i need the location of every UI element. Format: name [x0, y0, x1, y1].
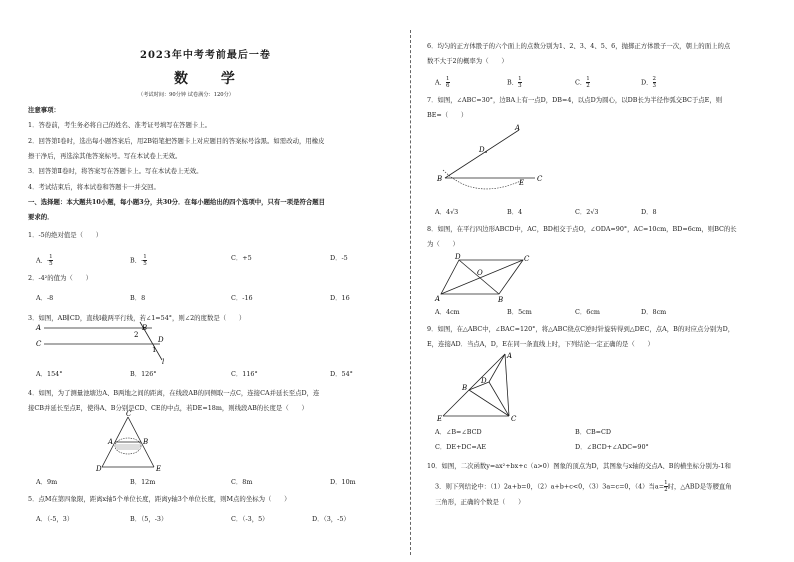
- q5-option-b: B．（5，-3）: [130, 515, 168, 523]
- exam-info: （考试时间：90分钟 试卷满分：120分）: [138, 92, 234, 98]
- q3-option-a: A．154°: [36, 370, 63, 378]
- q3-option-b: B．126°: [130, 370, 157, 378]
- q9-figure: [435, 350, 545, 422]
- section1-line1: 一、选择题：本大题共10小题，每小题3分，共30分．在每小题给出的四个选项中，只有一项是符合题目: [28, 198, 326, 206]
- q7-label-c: C: [537, 175, 543, 183]
- q4-option-c: C．8m: [231, 478, 253, 486]
- q7-figure: [435, 122, 547, 192]
- q2-option-b: B．8: [130, 294, 146, 302]
- section1-line2: 要求的．: [28, 213, 54, 221]
- q4-label-b: B: [143, 438, 149, 446]
- exam-title: 2023年中考考前最后一卷: [140, 50, 271, 61]
- note-2: 2．回答第Ⅰ卷时，选出每小题答案后，用2B铅笔把答题卡上对应题目的答案标号涂黑。如需改动，用橡皮: [28, 137, 325, 145]
- q8-label-d: D: [455, 253, 461, 261]
- q3-label-a: A: [36, 324, 42, 332]
- q8-option-a: A．4cm: [435, 308, 460, 316]
- q10-stem-line2: 3．则下列结论中：（1）2a+b=0，（2）a+b+c<0，（3）3a=c=0，（4）当a= $\frac{1}{2}$ 时，△ABD是等腰直角: [435, 480, 732, 493]
- q3-stem: 3．如图，AB∥CD，直线l截两平行线，若∠1=54°，则∠2的度数是（ ）: [28, 314, 246, 322]
- q4-stem-line1: 4．如图，为了测量池塘边A、B两地之间的距离，在线段AB的同侧取一点C，连接CA并延长至点D，连: [28, 389, 320, 397]
- q1-option-b: B．- $\frac{1}{5}$: [130, 254, 147, 267]
- q4-label-c: C: [126, 410, 132, 418]
- column-divider: [410, 30, 411, 555]
- q7-option-b: B．4: [507, 208, 523, 216]
- exam-subject: 数 学: [174, 71, 249, 87]
- notes-heading: 注意事项：: [28, 106, 60, 114]
- note-3: 3．回答第Ⅱ卷时，将答案写在答题卡上。写在本试卷上无效。: [28, 167, 203, 175]
- q9-option-d: D．∠BCD+∠ADC=90°: [575, 443, 649, 451]
- q9-stem-line2: E，连接AD．当点A，D，E在同一条直线上时，下列结论一定正确的是（ ）: [427, 340, 654, 348]
- q8-label-b: B: [498, 296, 504, 304]
- q4-stem-line2: 接CB并延长至点E，使得A、B分别是CD、CE的中点，若DE=18m，则线段AB的长度是（ ）: [28, 404, 308, 412]
- q9-option-c: C．DE+DC=AE: [435, 443, 487, 451]
- q2-option-a: A．-8: [36, 294, 54, 302]
- q9-label-b: B: [462, 384, 468, 392]
- q6-stem-line2: 数不大于2的概率为（ ）: [427, 57, 508, 65]
- q3-label-l: l: [162, 358, 165, 366]
- note-1: 1．答卷前，考生务必将自己的姓名、准考证号填写在答题卡上。: [28, 121, 212, 129]
- note-2-cont: 擦干净后，再选涂其他答案标号。写在本试卷上无效。: [28, 152, 182, 160]
- q1-option-d: D．-5: [330, 254, 348, 262]
- q4-option-b: B．12m: [130, 478, 156, 486]
- q8-label-a: A: [435, 295, 441, 303]
- q7-option-a: A．4√3: [435, 208, 459, 216]
- q8-figure: [435, 252, 535, 304]
- q3-label-2: 2: [134, 331, 139, 339]
- q7-option-c: C．2√3: [575, 208, 599, 216]
- q4-option-a: A．9m: [36, 478, 58, 486]
- q5-option-d: D．（3，-5）: [312, 515, 350, 523]
- q10-stem-line3: 三角形，正确的个数是（ ）: [435, 498, 525, 506]
- q7-stem-line1: 7．如图，∠ABC=30°，边BA上有一点D，DB=4，以点D为圆心，以DB长为半径作弧交BC于点E，则: [427, 96, 723, 104]
- q9-label-c: C: [511, 415, 517, 423]
- q6-option-c: C． $\frac{1}{2}$: [575, 76, 590, 89]
- q8-option-d: D．8cm: [641, 308, 667, 316]
- q1-option-a: A．- $\frac{1}{5}$: [36, 254, 53, 267]
- q2-option-c: C．-16: [231, 294, 253, 302]
- q8-stem-line2: 为（ ）: [427, 240, 459, 248]
- q10-stem-line1: 10．如图，二次函数y=ax²+bx+c（a>0）图象的顶点为D，其图象与x轴的交点A、B的横坐标分别为-1和: [427, 462, 731, 470]
- q3-option-d: D．54°: [330, 370, 353, 378]
- q1-stem: 1．-5的绝对值是（ ）: [28, 231, 103, 239]
- q3-figure: [36, 322, 176, 366]
- q7-stem-line2: BE=（ ）: [427, 111, 468, 119]
- q5-stem: 5．点M在第四象限，距离x轴5个单位长度，距离y轴3个单位长度，则M点的坐标为（ ）: [28, 495, 291, 503]
- q4-label-e: E: [156, 465, 162, 473]
- q9-label-e: E: [437, 415, 443, 423]
- q7-label-a: A: [515, 124, 521, 132]
- q9-label-a: A: [507, 352, 513, 360]
- q2-stem: 2．-4²的值为（ ）: [28, 274, 92, 282]
- q9-label-d: D: [481, 377, 487, 385]
- q6-stem-line1: 6．均匀的正方体骰子的六个面上的点数分别为1、2、3、4、5、6，抛掷正方体骰子一次，朝上的面上的点: [427, 42, 731, 50]
- q6-option-b: B． $\frac{1}{3}$: [507, 76, 522, 89]
- q5-option-a: A．（-5，3）: [36, 515, 74, 523]
- q4-label-a: A: [108, 438, 114, 446]
- q9-option-a: A．∠B=∠BCD: [435, 428, 482, 436]
- q1-option-c: C．+5: [231, 254, 252, 262]
- q4-option-d: D．10m: [330, 478, 356, 486]
- q3-label-d: D: [158, 336, 164, 344]
- q8-label-o: O: [477, 269, 483, 277]
- q8-label-c: C: [524, 255, 530, 263]
- q7-label-d: D: [479, 146, 485, 154]
- q2-option-d: D．16: [330, 294, 350, 302]
- q8-option-b: B．5cm: [507, 308, 532, 316]
- note-4: 4．考试结束后，将本试卷和答题卡一并交回。: [28, 183, 160, 191]
- q8-stem-line1: 8．如图，在平行四边形ABCD中，AC，BD相交于点O，∠ODA=90°，AC=10cm，BD=6cm，则BC的长: [427, 225, 737, 233]
- q3-option-c: C．116°: [231, 370, 258, 378]
- q7-label-b: B: [437, 175, 443, 183]
- q7-label-e: E: [519, 179, 525, 187]
- q6-option-d: D． $\frac{2}{3}$: [641, 76, 657, 89]
- q5-option-c: C．（-3，5）: [231, 515, 269, 523]
- q9-stem-line1: 9．如图，在△ABC中，∠BAC=120°，将△ABC绕点C逆时针旋转得到△DEC，点A，B的对应点分别为D，: [427, 325, 735, 333]
- q7-option-d: D．8: [641, 208, 657, 216]
- q8-option-c: C．6cm: [575, 308, 600, 316]
- q9-option-b: B．CB=CD: [575, 428, 612, 436]
- q3-label-c: C: [36, 340, 42, 348]
- q4-figure: [94, 410, 164, 473]
- q6-option-a: A． $\frac{1}{6}$: [435, 76, 450, 89]
- q3-label-1: 1: [152, 346, 157, 354]
- q3-label-b: B: [142, 324, 148, 332]
- q4-label-d: D: [96, 465, 102, 473]
